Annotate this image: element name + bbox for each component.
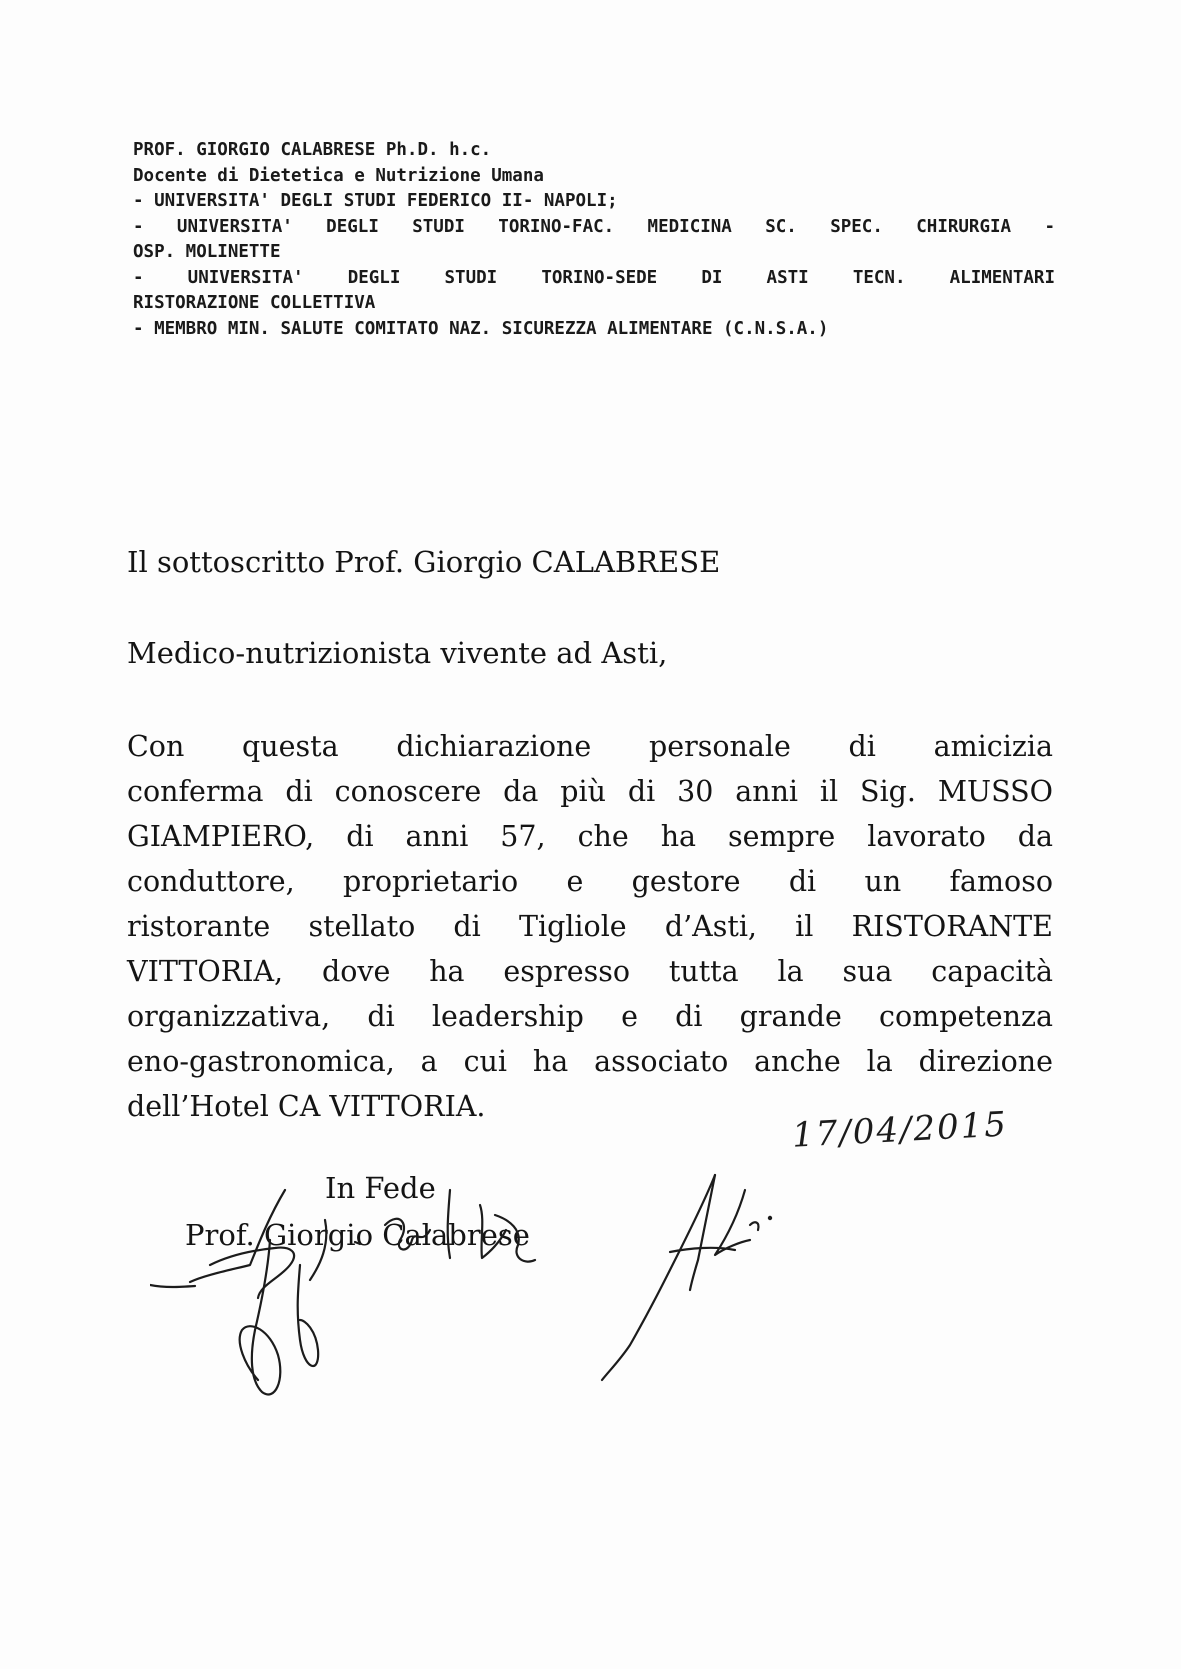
closing-name: Prof. Giorgio Calabrese xyxy=(185,1218,530,1252)
signature-right xyxy=(602,1175,772,1380)
letterhead-affiliation-napoli: - UNIVERSITA' DEGLI STUDI FEDERICO II- NAPOLI; xyxy=(133,191,618,211)
paragraph-line: eno-gastronomica, a cui ha associato anche la direzione xyxy=(127,1045,1053,1078)
paragraph-line: dell’Hotel CA VITTORIA. xyxy=(127,1090,486,1123)
signature-left xyxy=(150,1190,535,1394)
paragraph-line: ristorante stellato di Tigliole d’Asti, il RISTORANTE xyxy=(127,910,1053,943)
closing-in-fede: In Fede xyxy=(325,1171,436,1205)
letterhead-name: PROF. GIORGIO CALABRESE Ph.D. h.c. xyxy=(133,140,492,160)
handwritten-date: 17/04/2015 xyxy=(791,1104,1009,1156)
paragraph-line: conduttore, proprietario e gestore di un famoso xyxy=(127,865,1053,898)
letterhead-affiliation-ristorazione: RISTORAZIONE COLLETTIVA xyxy=(133,293,376,313)
letterhead-affiliation-torino-medicina: - UNIVERSITA' DEGLI STUDI TORINO-FAC. MEDICINA SC. SPEC. CHIRURGIA - xyxy=(133,216,1055,237)
intro-profession: Medico-nutrizionista vivente ad Asti, xyxy=(127,636,668,670)
paragraph-line: VITTORIA, dove ha espresso tutta la sua capacità xyxy=(127,955,1053,988)
intro-undersigned: Il sottoscritto Prof. Giorgio CALABRESE xyxy=(127,545,721,579)
paragraph-line: conferma di conoscere da più di 30 anni il Sig. MUSSO xyxy=(127,775,1053,808)
letterhead-affiliation-molinette: OSP. MOLINETTE xyxy=(133,242,281,262)
handwritten-signatures xyxy=(150,1170,1050,1430)
declaration-paragraph xyxy=(127,724,1053,1129)
letterhead xyxy=(133,138,1055,342)
paragraph-line: GIAMPIERO, di anni 57, che ha sempre lavorato da xyxy=(127,820,1053,853)
letterhead-membership: - MEMBRO MIN. SALUTE COMITATO NAZ. SICUREZZA ALIMENTARE (C.N.S.A.) xyxy=(133,318,829,339)
paragraph-line: organizzativa, di leadership e di grande competenza xyxy=(127,1000,1053,1033)
letterhead-title: Docente di Dietetica e Nutrizione Umana xyxy=(133,165,544,186)
paragraph-line: Con questa dichiarazione personale di amicizia xyxy=(127,730,1053,763)
letterhead-affiliation-asti: - UNIVERSITA' DEGLI STUDI TORINO-SEDE DI ASTI TECN. ALIMENTARI xyxy=(133,267,1055,288)
